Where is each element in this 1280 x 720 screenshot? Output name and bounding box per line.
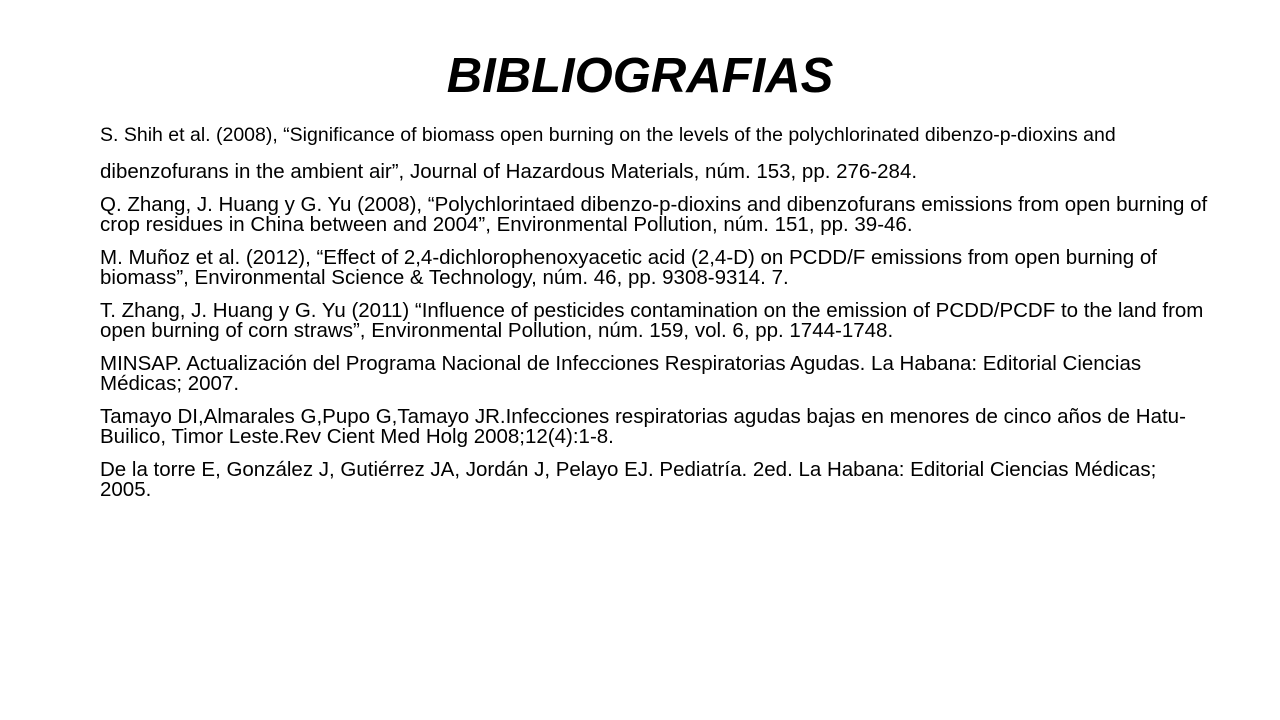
reference-item: S. Shih et al. (2008), “Significance of biomass open burning on the levels of the polychlorinated dibenzo-p-dioxins and — [100, 124, 1116, 146]
reference-item: MINSAP. Actualización del Programa Nacional de Infecciones Respiratorias Agudas. La Habana: Editorial Ciencias Médicas; 2007. — [100, 352, 1142, 395]
reference-item: Q. Zhang, J. Huang y G. Yu (2008), “Polychlorintaed dibenzo-p-dioxins and dibenzofurans emissions from open burning of crop residues in China between and 2004”, Environmental Pollution, núm. 151, pp. 39-46. — [100, 193, 1208, 236]
reference-item: De la torre E, González J, Gutiérrez JA, Jordán J, Pelayo EJ. Pediatría. 2ed. La Habana: Editorial Ciencias Médicas; 2005. — [100, 458, 1157, 501]
reference-item: dibenzofurans in the ambient air”, Journal of Hazardous Materials, núm. 153, pp. 276-284. — [100, 160, 918, 183]
reference-item: T. Zhang, J. Huang y G. Yu (2011) “Influence of pesticides contamination on the emission of PCDD/PCDF to the land from open burning of corn straws”, Environmental Pollution, núm. 159, vol. 6, pp. 1744-1748. — [100, 299, 1204, 342]
slide-title: BIBLIOGRAFIAS — [446, 49, 834, 103]
reference-item: M. Muñoz et al. (2012), “Effect of 2,4-dichlorophenoxyacetic acid (2,4-D) on PCDD/F emissions from open burning of biomass”, Environmental Science & Technology, núm. 46, pp. 9308-9314. 7. — [100, 246, 1157, 289]
reference-item: Tamayo DI,Almarales G,Pupo G,Tamayo JR.Infecciones respiratorias agudas bajas en menores de cinco años de Hatu-Builico, Timor Leste.Rev Cient Med Holg 2008;12(4):1-8. — [100, 405, 1186, 448]
reference-list — [100, 126, 1210, 513]
